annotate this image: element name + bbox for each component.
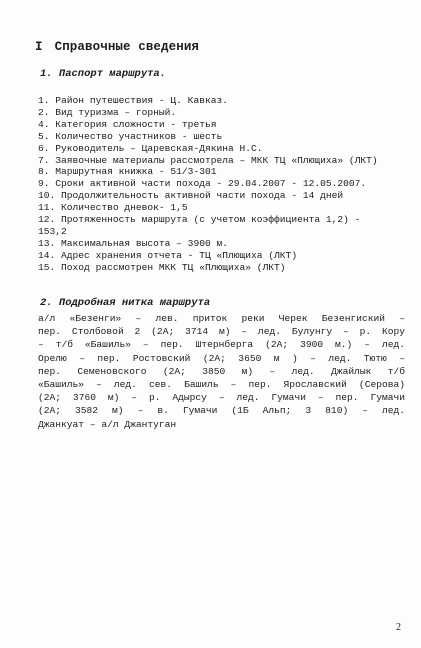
route-line: пер. Столбовой 2 (2А; 3714 м) – лед. Булунгу – р. Кору <box>38 326 405 338</box>
passport-item: 12. Протяженность маршрута (с учетом коэффициента 1,2) - 153,2 <box>38 214 372 237</box>
route-description <box>38 312 405 431</box>
passport-item: 15. Поход рассмотрен МКК ТЦ «Плющиха» (ЛКТ) <box>38 261 286 273</box>
route-line: Орелю – пер. Ростовский (2А; 3650 м ) – лед. Тютю – <box>38 352 405 364</box>
route-line: «Башиль» – лед. сев. Башиль – пер. Ярославский (Серова) <box>38 379 405 391</box>
route-heading: 2. Подробная нитка маршрута <box>40 297 211 309</box>
route-line: а/л «Безенги» – лев. приток реки Черек Безенгиский – <box>38 313 405 324</box>
passport-item: 11. Количество дневок- 1,5 <box>38 202 188 214</box>
route-line: пер. Семеновского (2А; 3850 м) – лед. Джайлык т/б <box>38 365 405 377</box>
passport-item: 9. Сроки активной части похода - 29.04.2007 - 12.05.2007. <box>38 178 367 190</box>
passport-item: 7. Заявочные материалы рассмотрела – МКК ТЦ «Плющиха» (ЛКТ) <box>38 154 378 166</box>
passport-item: 2. Вид туризма – горный. <box>38 106 177 118</box>
passport-item: 8. Маршрутная книжка - 51/3-301 <box>38 166 217 178</box>
page-number: 2 <box>396 622 401 633</box>
passport-item: 10. Продолжительность активной части похода - 14 дней <box>38 190 344 202</box>
section-heading <box>35 40 199 54</box>
passport-item: 6. Руководитель – Царевская-Дякина Н.С. <box>38 142 263 154</box>
passport-item: 5. Количество участников - шесть <box>38 130 223 142</box>
passport-item: 14. Адрес хранения отчета - ТЦ «Плющиха (ЛКТ) <box>38 249 298 261</box>
route-line: (2А; 3582 м) – в. Гумачи (1Б Альп; 3 810) – лед. <box>38 405 405 417</box>
route-line: (2А; 3760 м) – р. Адырсу – лед. Гумачи – пер. Гумачи <box>38 392 405 404</box>
passport-item: 1. Район путешествия - Ц. Кавказ. <box>38 95 228 106</box>
route-line: Джанкуат – а/л Джантуган <box>38 418 177 430</box>
route-line: – т/б «Башиль» – пер. Штернберга (2А; 3900 м.) – лед. <box>38 339 405 351</box>
passport-list <box>38 95 398 274</box>
section-title: Справочные сведения <box>54 40 200 54</box>
passport-item: 4. Категория сложности - третья <box>38 118 217 130</box>
passport-item: 13. Максимальная высота – 3900 м. <box>38 237 228 249</box>
section-number: I <box>35 40 43 54</box>
passport-heading: 1. Паспорт маршрута. <box>40 68 167 80</box>
